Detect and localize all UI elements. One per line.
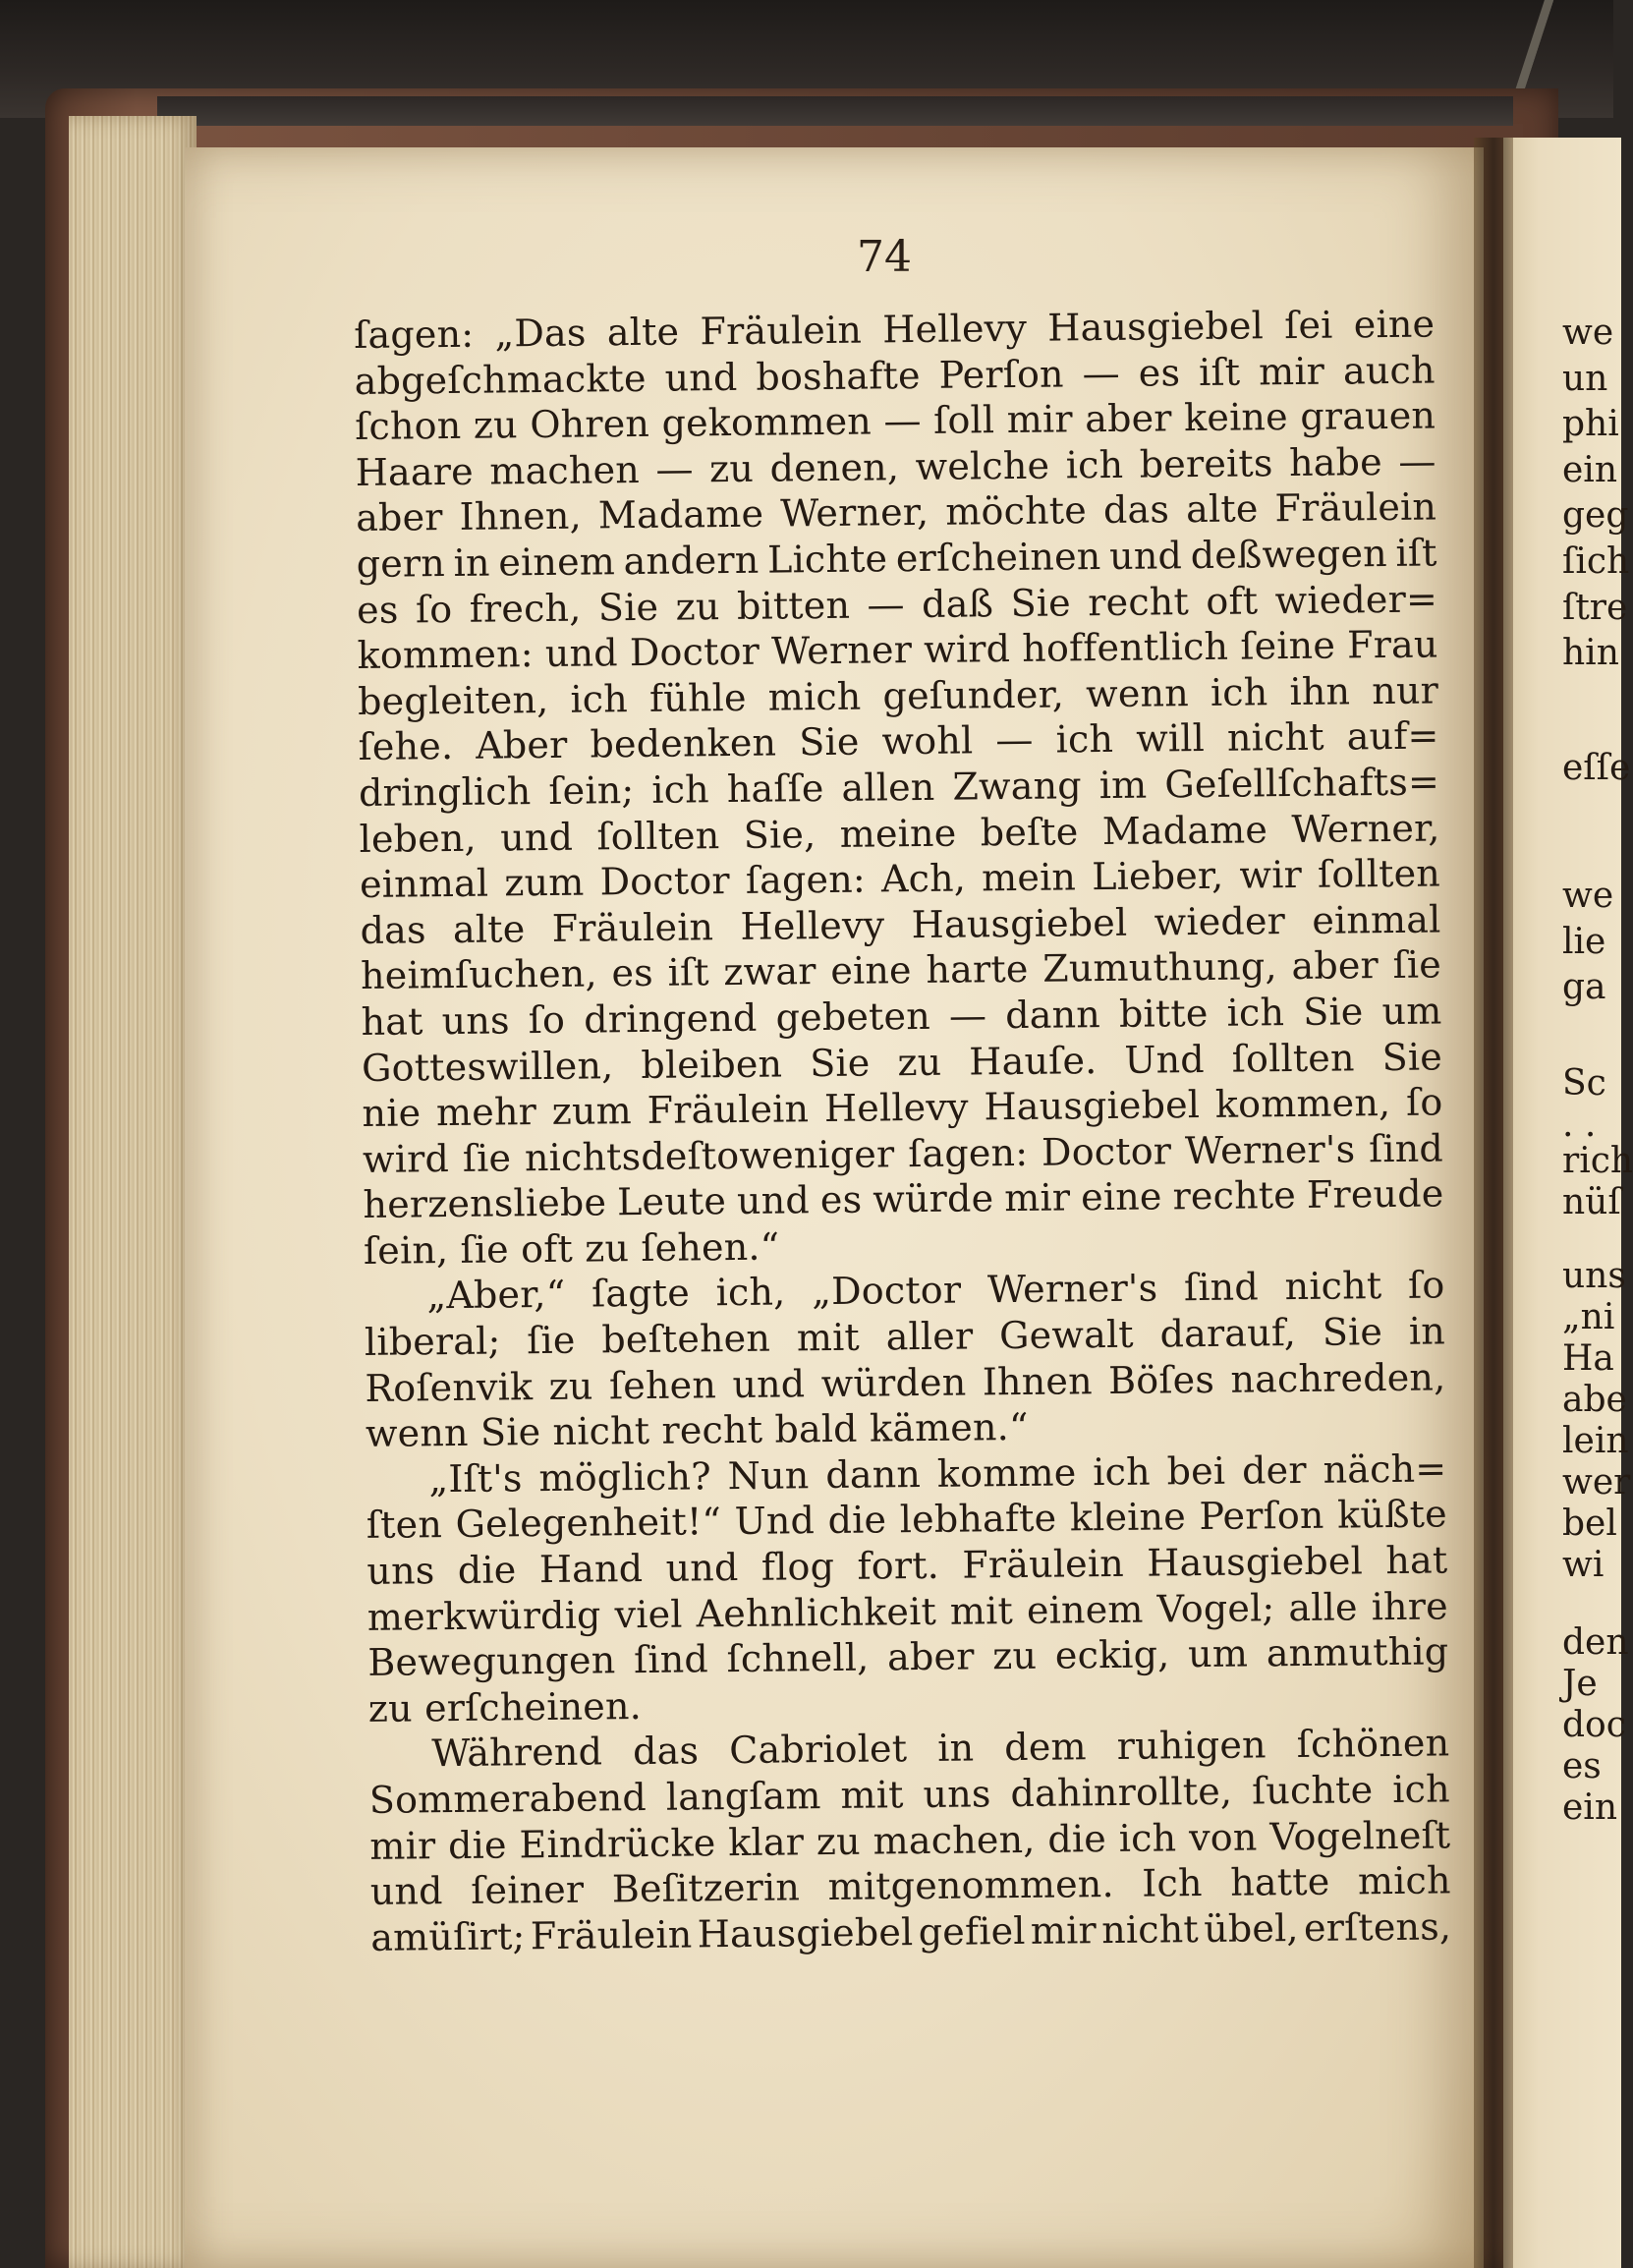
adjacent-text-fragment: den	[1562, 1621, 1629, 1663]
page-number: 74	[857, 232, 912, 282]
text-line: wenn Sie nicht recht bald kämen.“	[365, 1405, 1029, 1456]
adjacent-text-fragment: doc	[1562, 1704, 1626, 1745]
text-line: gern in einem andern Lichte erſcheinen und deßwegen iſt	[356, 531, 1437, 586]
adjacent-text-fragment: hin	[1562, 633, 1619, 674]
text-line: Haare machen — zu denen, welche ich bereits habe —	[355, 439, 1436, 494]
adjacent-text-fragment: wer	[1562, 1461, 1631, 1503]
text-line: ſein, ſie oft zu ſehen.“	[363, 1224, 780, 1273]
text-line: das alte Fräulein Hellevy Hausgiebel wieder einmal	[360, 897, 1441, 952]
adjacent-text-fragment: Je	[1562, 1663, 1598, 1704]
body-text	[354, 301, 1452, 1960]
text-line: Während das Cabriolet in dem ruhigen ſchönen	[431, 1721, 1450, 1776]
text-line: und ſeiner Beſitzerin mitgenommen. Ich hatte mich	[369, 1858, 1451, 1914]
adjacent-text-fragment: . .	[1562, 1105, 1597, 1146]
text-line: ſchon zu Ohren gekommen — ſoll mir aber keine grauen	[354, 393, 1436, 449]
adjacent-text-fragment: ſich	[1562, 541, 1630, 582]
text-line: „Aber,“ ſagte ich, „Doctor Werner's ſind nicht ſo	[426, 1263, 1445, 1318]
adjacent-text-fragment: bel	[1562, 1503, 1617, 1544]
adjacent-text-fragment: ein	[1562, 449, 1618, 490]
book-gutter	[1474, 138, 1513, 2268]
text-line: „Iſt's möglich? Nun dann komme ich bei der näch=	[428, 1446, 1447, 1502]
adjacent-text-fragment: uns	[1562, 1255, 1626, 1296]
text-line: zu erſcheinen.	[367, 1683, 643, 1730]
cover-spine-band	[157, 96, 1513, 126]
text-line: dringlich ſein; ich haſſe allen Zwang im Geſellſchafts=	[358, 760, 1440, 815]
adjacent-text-fragment: ga	[1562, 967, 1606, 1008]
text-line: begleiten, ich fühle mich geſunder, wenn ich ihn nur	[357, 668, 1439, 723]
text-line: nie mehr zum Fräulein Hellevy Hausgiebel kommen, ſo	[362, 1080, 1443, 1136]
text-line: Bewegungen ſind ſchnell, aber zu eckig, um anmuthig	[367, 1629, 1449, 1685]
text-line: hat uns ſo dringend gebeten — dann bitte ich Sie um	[361, 989, 1442, 1044]
adjacent-text-fragment: lein	[1562, 1420, 1629, 1461]
text-line: merkwürdig viel Aehnlichkeit mit einem Vogel; alle ihre	[366, 1584, 1448, 1639]
adjacent-text-fragment: nüſ	[1562, 1182, 1621, 1223]
text-line: ſten Gelegenheit!“ Und die lebhafte kleine Perſon küßte	[366, 1492, 1448, 1548]
adjacent-text-fragment: ein	[1562, 1786, 1618, 1828]
adjacent-text-fragment: eſſe	[1562, 747, 1631, 788]
adjacent-text-fragment: wi	[1562, 1544, 1605, 1585]
adjacent-text-fragment: phi	[1562, 404, 1619, 445]
adjacent-text-fragment: we	[1562, 876, 1614, 917]
adjacent-text-fragment: Sc	[1562, 1063, 1606, 1105]
text-line: liberal; ſie beſtehen mit aller Gewalt darauf, Sie in	[364, 1309, 1446, 1365]
text-line: amüſirt; Fräulein Hausgiebel gefiel mir nicht übel, erſtens,	[370, 1904, 1452, 1959]
text-line: leben, und ſollten Sie, meine beſte Madame Werner,	[359, 805, 1440, 861]
text-line: uns die Hand und flog fort. Fräulein Hausgiebel hat	[366, 1538, 1448, 1593]
adjacent-text-fragment: abe	[1562, 1379, 1627, 1420]
adjacent-text-fragment: we	[1562, 312, 1614, 353]
text-line: herzensliebe Leute und es würde mir eine rechte Freude	[363, 1171, 1444, 1227]
text-line: mir die Eindrücke klar zu machen, die ich von Vogelneſt	[369, 1812, 1451, 1868]
text-line: abgeſchmackte und boshafte Perſon — es iſt mir auch	[354, 348, 1436, 403]
text-line: einmal zum Doctor ſagen: Ach, mein Lieber, wir ſollten	[359, 851, 1441, 907]
adjacent-text-fragment: geg	[1562, 495, 1629, 537]
text-line: kommen: und Doctor Werner wird hoffentlich ſeine Frau	[357, 622, 1438, 678]
adjacent-text-fragment: „ni	[1562, 1296, 1615, 1337]
adjacent-text-fragment: rich	[1562, 1141, 1633, 1182]
adjacent-text-fragment: es	[1562, 1745, 1602, 1786]
text-line: es ſo frech, Sie zu bitten — daß Sie recht oft wieder=	[356, 577, 1438, 632]
text-line: heimſuchen, es iſt zwar eine harte Zumuthung, aber ſie	[360, 942, 1442, 998]
adjacent-text-fragment: ſtre	[1562, 587, 1628, 628]
text-line: ſagen: „Das alte Fräulein Hellevy Hausgiebel ſei eine	[354, 302, 1436, 357]
text-line: Sommerabend langſam mit uns dahinrollte, ſuchte ich	[368, 1767, 1451, 1822]
adjacent-text-fragment: un	[1562, 358, 1608, 399]
page-edges	[69, 116, 197, 2268]
text-line: Roſenvik zu ſehen und würden Ihnen Böſes nachreden,	[365, 1355, 1446, 1410]
adjacent-text-fragment: lie	[1562, 921, 1606, 962]
text-line: aber Ihnen, Madame Werner, möchte das alte Fräulein	[355, 484, 1437, 540]
text-line: ſehe. Aber bedenken Sie wohl — ich will nicht auf=	[358, 713, 1439, 769]
adjacent-text-fragment: Ha	[1562, 1337, 1614, 1379]
text-line: Gotteswillen, bleiben Sie zu Hauſe. Und ſollten Sie	[361, 1034, 1443, 1090]
text-line: wird ſie nichtsdeſtoweniger ſagen: Doctor Werner's ſind	[362, 1126, 1444, 1181]
